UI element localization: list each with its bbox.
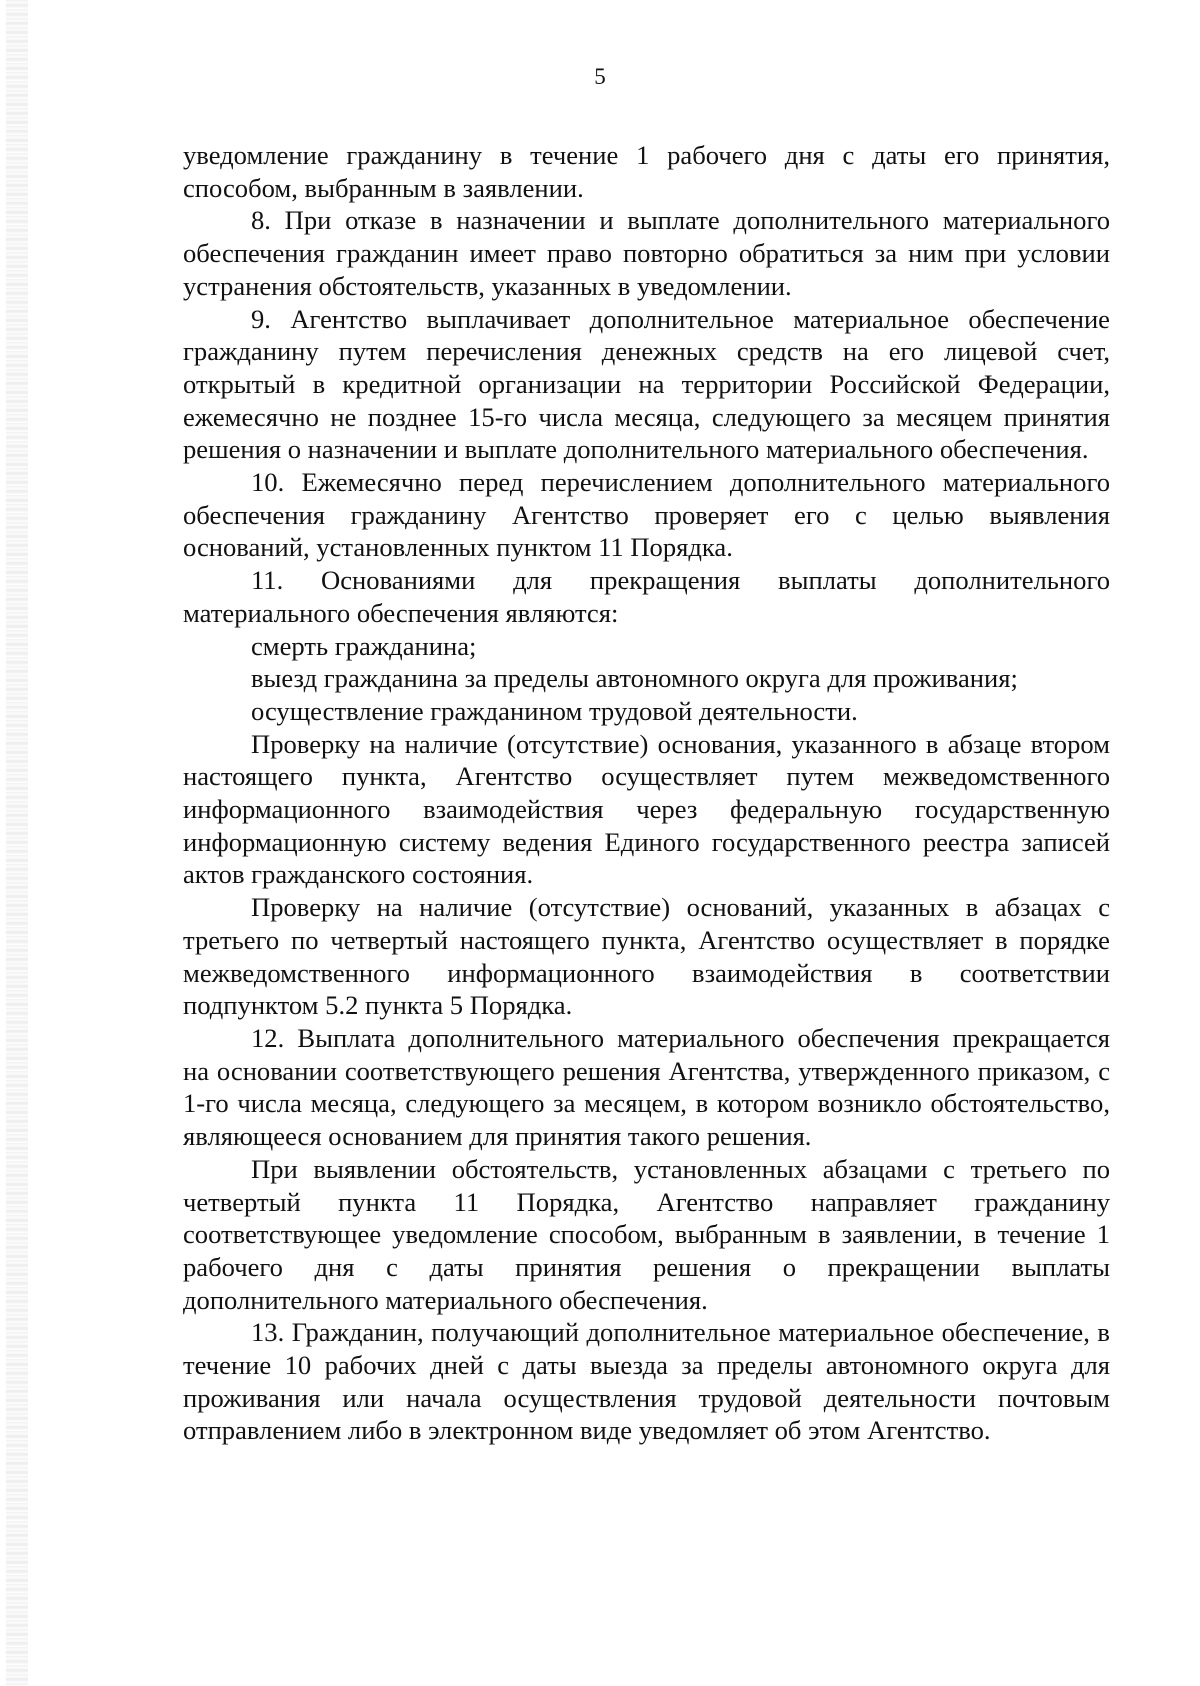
page-number: 5 <box>594 64 606 89</box>
list-item-employment: осуществление гражданином трудовой деятельности. <box>251 695 858 726</box>
list-item-departure: выезд гражданина за пределы автономного округа для проживания; <box>251 663 1018 694</box>
paragraph-check-second: Проверку на наличие (отсутствие) основания, указанного в абзаце втором настоящего пункта, Агентство осуществляет путем межведомственного информационного взаимодействия через федеральную государственную информационную систему ведения Единого государственного реестра записей актов гражданского состояния. <box>183 728 1110 890</box>
paragraph-check-third-fourth: Проверку на наличие (отсутствие) оснований, указанных в абзацах с третьего по четвертый настоящего пункта, Агентство осуществляет в порядке межведомственного информационного взаимодействия в соответствии подпунктом 5.2 пункта 5 Порядка. <box>183 892 1110 1021</box>
paragraph-item-8: 8. При отказе в назначении и выплате дополнительного материального обеспечения гражданин имеет право повторно обратиться за ним при условии устранения обстоятельств, указанных в уведомлении. <box>183 205 1110 301</box>
paragraph-item-12: 12. Выплата дополнительного материального обеспечения прекращается на основании соответствующего решения Агентства, утвержденного приказом, с 1-го числа месяца, следующего за месяцем, в котором возникло обстоятельство, являющееся основанием для принятия такого решения. <box>183 1022 1110 1152</box>
paragraph-item-9: 9. Агентство выплачивает дополнительное материальное обеспечение гражданину путем перечисления денежных средств на его лицевой счет, открытый в кредитной организации на территории Российской Федерации, ежемесячно не позднее 15-го числа месяца, следующего за месяцем принятия решения о назначении и выплате дополнительного материального обеспечения. <box>183 303 1110 465</box>
paragraph-item-13: 13. Гражданин, получающий дополнительное материальное обеспечение, в течение 10 рабочих дней с даты выезда за пределы автономного округа для проживания или начала осуществления трудовой деятельности почтовым отправлением либо в электронном виде уведомляет об этом Агентство. <box>183 1317 1110 1446</box>
list-item-death: смерть гражданина; <box>251 630 477 661</box>
paragraph-notification: При выявлении обстоятельств, установленных абзацами с третьего по четвертый пункта 11 Порядка, Агентство направляет гражданину соответствующее уведомление способом, выбранным в заявлении, в течение 1 рабочего дня с даты принятия решения о прекращении выплаты дополнительного материального обеспечения. <box>183 1153 1110 1315</box>
paragraph-item-11: 11. Основаниями для прекращения выплаты дополнительного материального обеспечения являются: <box>183 565 1110 628</box>
paragraph-continuation: уведомление гражданину в течение 1 рабочего дня с даты его принятия, способом, выбранным в заявлении. <box>183 140 1110 203</box>
paragraph-item-10: 10. Ежемесячно перед перечислением дополнительного материального обеспечения гражданину Агентство проверяет его с целью выявления оснований, установленных пунктом 11 Порядка. <box>183 467 1110 563</box>
document-body <box>183 139 1110 1447</box>
